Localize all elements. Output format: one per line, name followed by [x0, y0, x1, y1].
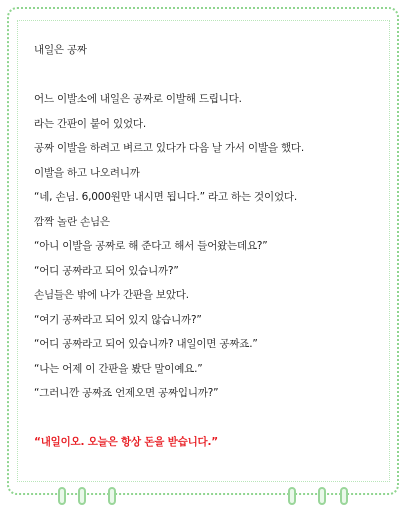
story-title: 내일은 공짜	[34, 44, 87, 56]
binder-ring-icon	[78, 487, 86, 505]
story-line: 어느 이발소에 내일은 공짜로 이발해 드립니다.	[34, 93, 242, 105]
binder-ring-icon	[108, 487, 116, 505]
story-line: “아니 이발을 공짜로 해 준다고 해서 들어왔는데요?”	[34, 240, 268, 252]
story-line: “그러니깐 공짜죠 언제오면 공짜입니까?”	[34, 387, 219, 399]
story-line: 라는 간판이 붙어 있었다.	[34, 117, 146, 130]
story-line: “여기 공짜라고 되어 있지 않습니까?”	[34, 313, 202, 326]
binder-rings	[0, 483, 406, 508]
story-text	[34, 38, 394, 455]
story-line: “어디 공짜라고 되어 있습니까? 내일이면 공짜죠.”	[34, 338, 258, 350]
story-line: “나는 어제 이 간판을 봤단 말이예요.”	[34, 362, 203, 375]
story-line: 깜짝 놀란 손님은	[34, 215, 110, 228]
story-line: 공짜 이발을 하려고 벼르고 있다가 다음 날 가서 이발을 했다.	[34, 142, 305, 154]
punchline: “내일이오. 오늘은 항상 돈을 받습니다.”	[34, 436, 218, 448]
story-line: “네, 손님. 6,000원만 내시면 됩니다.” 라고 하는 것이었다.	[34, 191, 297, 203]
story-line: 이발을 하고 나오려니까	[34, 166, 140, 179]
story-line: “어디 공짜라고 되어 있습니까?”	[34, 264, 179, 277]
binder-ring-icon	[318, 487, 326, 505]
binder-ring-icon	[340, 487, 348, 505]
blank-line	[34, 406, 394, 431]
binder-ring-icon	[58, 487, 66, 505]
story-line: 손님들은 밖에 나가 간판을 보았다.	[34, 289, 189, 301]
binder-ring-icon	[288, 487, 296, 505]
blank-line	[34, 63, 394, 88]
